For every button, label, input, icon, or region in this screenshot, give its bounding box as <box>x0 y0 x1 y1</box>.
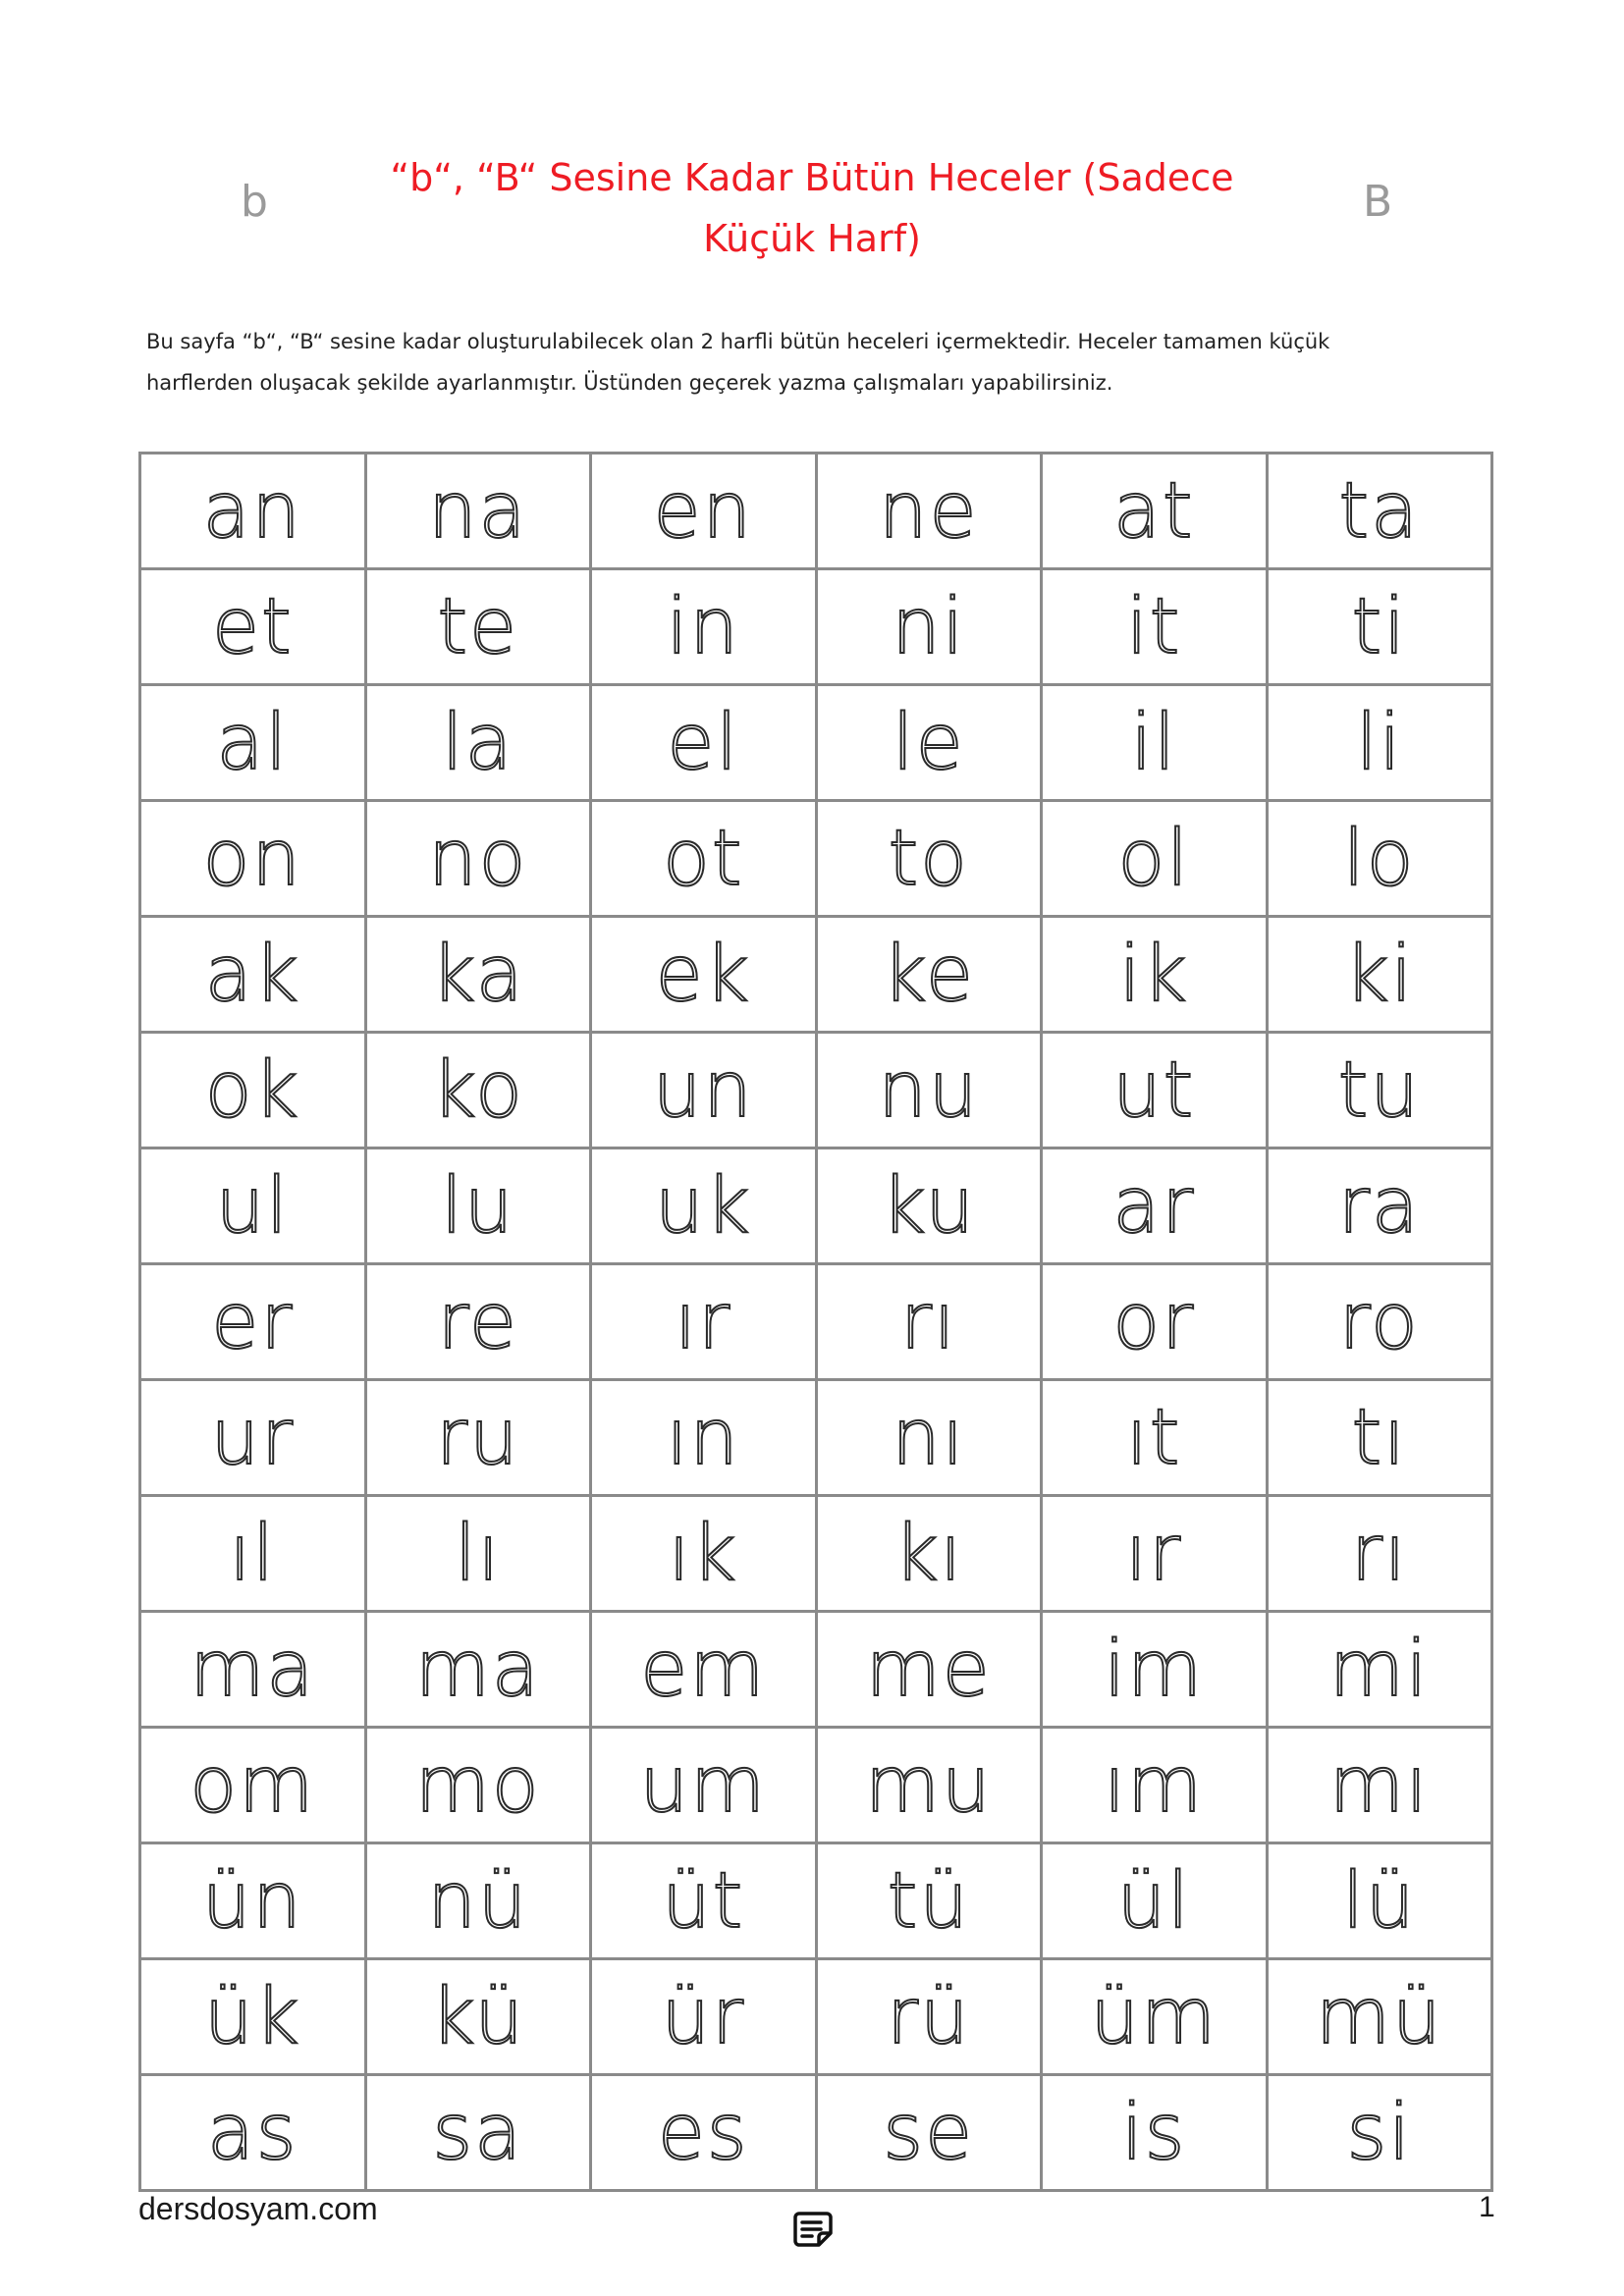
syllable-text: ma <box>189 1625 316 1714</box>
syllable-cell <box>140 569 366 685</box>
syllable-text: ka <box>430 930 525 1019</box>
syllable-cell <box>816 2075 1042 2191</box>
syllable-cell <box>365 1033 591 1148</box>
syllable-cell <box>140 685 366 801</box>
syllable-cell <box>365 801 591 917</box>
syllable-text: re <box>437 1277 518 1366</box>
syllable-text: li <box>1356 698 1403 787</box>
syllable-text: as <box>207 2088 298 2177</box>
syllable-text: ım <box>1104 1740 1205 1830</box>
syllable-text: ül <box>1116 1856 1191 1946</box>
syllable-text: nı <box>892 1393 966 1482</box>
syllable-cell <box>1042 454 1268 569</box>
syllable-row <box>140 917 1492 1033</box>
syllable-cell <box>816 1728 1042 1843</box>
syllable-cell <box>1042 1496 1268 1612</box>
syllable-text: kü <box>430 1972 525 2061</box>
syllable-cell <box>816 1033 1042 1148</box>
syllable-cell <box>591 685 817 801</box>
syllable-text: ır <box>675 1277 732 1366</box>
syllable-cell <box>365 1612 591 1728</box>
syllable-text: lo <box>1343 814 1416 903</box>
syllable-cell <box>365 1380 591 1496</box>
syllable-text: tü <box>887 1856 970 1946</box>
syllable-text: um <box>639 1740 767 1830</box>
syllable-text: ko <box>431 1045 524 1135</box>
syllable-text: ok <box>204 1045 300 1135</box>
syllable-text: is <box>1121 2088 1187 2177</box>
syllable-text: ün <box>201 1856 303 1946</box>
syllable-text: rı <box>1350 1509 1408 1598</box>
syllable-cell <box>365 685 591 801</box>
page-number: 1 <box>1479 2191 1495 2223</box>
syllable-cell <box>591 801 817 917</box>
syllable-row <box>140 569 1492 685</box>
syllable-row <box>140 1148 1492 1264</box>
syllable-cell <box>140 1264 366 1380</box>
syllable-text: er <box>211 1277 295 1366</box>
syllable-grid <box>138 452 1493 2192</box>
syllable-cell <box>1267 1148 1492 1264</box>
corner-letter-lowercase: b <box>241 177 268 227</box>
syllable-text: mo <box>414 1740 541 1830</box>
syllable-text: il <box>1130 698 1177 787</box>
syllable-row <box>140 1959 1492 2075</box>
syllable-text: ke <box>882 930 975 1019</box>
syllable-text: ar <box>1112 1161 1196 1251</box>
syllable-text: et <box>211 582 294 671</box>
syllable-cell <box>1042 2075 1268 2191</box>
syllable-text: si <box>1346 2088 1412 2177</box>
page-title-line-1: “b“, “B“ Sesine Kadar Bütün Heceler (Sadece <box>390 156 1234 199</box>
syllable-text: ak <box>204 930 300 1019</box>
syllable-text: ne <box>879 466 979 556</box>
syllable-text: lü <box>1342 1856 1417 1946</box>
syllable-cell <box>140 1033 366 1148</box>
syllable-cell <box>1267 1612 1492 1728</box>
syllable-text: lu <box>441 1161 515 1251</box>
syllable-text: ra <box>1337 1161 1421 1251</box>
syllable-text: an <box>202 466 302 556</box>
syllable-text: ul <box>215 1161 290 1251</box>
syllable-text: ro <box>1338 1277 1420 1366</box>
syllable-text: ta <box>1338 466 1420 556</box>
syllable-text: or <box>1112 1277 1196 1366</box>
syllable-text: nü <box>427 1856 529 1946</box>
syllable-text: tı <box>1351 1393 1407 1482</box>
syllable-cell <box>365 1264 591 1380</box>
syllable-cell <box>1267 2075 1492 2191</box>
syllable-cell <box>816 569 1042 685</box>
syllable-cell <box>140 1496 366 1612</box>
syllable-text: om <box>189 1740 316 1830</box>
syllable-cell <box>140 1148 366 1264</box>
syllable-cell <box>816 454 1042 569</box>
corner-letter-uppercase: B <box>1363 177 1393 227</box>
syllable-text: it <box>1126 582 1182 671</box>
syllable-row <box>140 454 1492 569</box>
syllable-row <box>140 685 1492 801</box>
syllable-cell <box>140 1612 366 1728</box>
syllable-text: üm <box>1090 1972 1218 2061</box>
syllable-cell <box>140 801 366 917</box>
syllable-cell <box>591 1380 817 1496</box>
syllable-text: ek <box>655 930 751 1019</box>
syllable-cell <box>365 2075 591 2191</box>
syllable-cell <box>1267 1496 1492 1612</box>
syllable-cell <box>1042 801 1268 917</box>
syllable-text: al <box>216 698 289 787</box>
syllable-text: se <box>883 2088 975 2177</box>
syllable-cell <box>816 685 1042 801</box>
syllable-text: nu <box>878 1045 980 1135</box>
syllable-text: mu <box>865 1740 993 1830</box>
syllable-cell <box>365 569 591 685</box>
syllable-text: ik <box>1118 930 1189 1019</box>
syllable-cell <box>140 1728 366 1843</box>
syllable-text: mü <box>1316 1972 1443 2061</box>
syllable-cell <box>816 1148 1042 1264</box>
syllable-cell <box>816 917 1042 1033</box>
syllable-text: ır <box>1125 1509 1183 1598</box>
syllable-cell <box>1042 1033 1268 1148</box>
syllable-cell <box>1267 1264 1492 1380</box>
syllable-text: te <box>437 582 519 671</box>
syllable-text: un <box>652 1045 754 1135</box>
syllable-text: uk <box>654 1161 752 1251</box>
syllable-text: kı <box>893 1509 964 1598</box>
syllable-row <box>140 801 1492 917</box>
syllable-text: on <box>202 814 302 903</box>
syllable-row <box>140 1033 1492 1148</box>
syllable-cell <box>365 1843 591 1959</box>
syllable-cell <box>140 1380 366 1496</box>
syllable-text: ku <box>881 1161 976 1251</box>
syllable-cell <box>816 801 1042 917</box>
syllable-text: ut <box>1112 1045 1196 1135</box>
syllable-cell <box>591 1728 817 1843</box>
syllable-text: ti <box>1351 582 1407 671</box>
syllable-cell <box>591 1496 817 1612</box>
syllable-cell <box>365 454 591 569</box>
syllable-text: rü <box>886 1972 971 2061</box>
syllable-row <box>140 1496 1492 1612</box>
syllable-text: ıl <box>229 1509 276 1598</box>
syllable-text: en <box>653 466 753 556</box>
syllable-text: at <box>1113 466 1195 556</box>
syllable-row <box>140 1264 1492 1380</box>
syllable-cell <box>1042 1959 1268 2075</box>
syllable-cell <box>140 2075 366 2191</box>
syllable-cell <box>1042 569 1268 685</box>
syllable-cell <box>1267 801 1492 917</box>
syllable-text: im <box>1104 1625 1205 1714</box>
syllable-cell <box>140 1843 366 1959</box>
syllable-cell <box>1267 917 1492 1033</box>
syllable-cell <box>591 569 817 685</box>
syllable-cell <box>1042 1728 1268 1843</box>
document-list-icon <box>791 2210 835 2249</box>
syllable-cell <box>365 1496 591 1612</box>
syllable-cell <box>365 1959 591 2075</box>
syllable-text: ni <box>892 582 966 671</box>
syllable-row <box>140 1380 1492 1496</box>
syllable-text: el <box>667 698 740 787</box>
syllable-text: me <box>865 1625 992 1714</box>
syllable-row <box>140 1728 1492 1843</box>
syllable-text: ru <box>435 1393 520 1482</box>
syllable-cell <box>1267 1959 1492 2075</box>
syllable-text: ıt <box>1126 1393 1182 1482</box>
syllable-text: in <box>666 582 740 671</box>
syllable-text: ol <box>1117 814 1190 903</box>
syllable-text: ık <box>668 1509 738 1598</box>
syllable-text: ma <box>414 1625 541 1714</box>
syllable-cell <box>816 1612 1042 1728</box>
syllable-text: mi <box>1328 1625 1430 1714</box>
syllable-cell <box>1042 1148 1268 1264</box>
syllable-cell <box>591 1612 817 1728</box>
syllable-cell <box>816 1843 1042 1959</box>
page-title-line-2: Küçük Harf) <box>703 217 921 260</box>
syllable-cell <box>591 1148 817 1264</box>
syllable-cell <box>591 1959 817 2075</box>
syllable-cell <box>365 917 591 1033</box>
syllable-cell <box>816 1959 1042 2075</box>
syllable-cell <box>1042 685 1268 801</box>
syllable-cell <box>591 2075 817 2191</box>
syllable-text: üt <box>662 1856 745 1946</box>
syllable-cell <box>140 454 366 569</box>
footer-site-name: dersdosyam.com <box>138 2191 378 2226</box>
syllable-row <box>140 2075 1492 2191</box>
syllable-row <box>140 1612 1492 1728</box>
description-text: Bu sayfa “b“, “B“ sesine kadar oluşturulabilecek olan 2 harfli bütün heceleri içermektedir. Heceler tamamen küçük harflerden oluşacak şekilde ayarlanmıştır. Üstünden geçerek yazma çalışmaları yapabilirsiniz. <box>146 330 1330 395</box>
page-title <box>373 147 1251 269</box>
syllable-cell <box>1042 1843 1268 1959</box>
syllable-text: rı <box>899 1277 957 1366</box>
syllable-text: no <box>428 814 528 903</box>
syllable-cell <box>591 1264 817 1380</box>
syllable-cell <box>591 1843 817 1959</box>
syllable-cell <box>365 1728 591 1843</box>
syllable-text: le <box>892 698 965 787</box>
syllable-cell <box>1267 1380 1492 1496</box>
syllable-text: na <box>428 466 528 556</box>
syllable-cell <box>1042 1380 1268 1496</box>
syllable-cell <box>591 1033 817 1148</box>
syllable-cell <box>1267 569 1492 685</box>
syllable-text: ki <box>1344 930 1415 1019</box>
syllable-text: ın <box>666 1393 740 1482</box>
syllable-cell <box>1267 454 1492 569</box>
syllable-cell <box>816 1496 1042 1612</box>
syllable-cell <box>365 1148 591 1264</box>
syllable-text: sa <box>432 2088 523 2177</box>
syllable-cell <box>1267 1728 1492 1843</box>
syllable-cell <box>816 1264 1042 1380</box>
syllable-row <box>140 1843 1492 1959</box>
syllable-cell <box>591 917 817 1033</box>
syllable-text: tu <box>1337 1045 1421 1135</box>
syllable-text: mı <box>1328 1740 1430 1830</box>
syllable-cell <box>140 917 366 1033</box>
syllable-text: ot <box>663 814 744 903</box>
syllable-text: em <box>640 1625 767 1714</box>
syllable-text: la <box>442 698 514 787</box>
syllable-text: ük <box>203 1972 301 2061</box>
syllable-cell <box>1267 1843 1492 1959</box>
syllable-cell <box>1042 1264 1268 1380</box>
syllable-cell <box>140 1959 366 2075</box>
syllable-cell <box>1042 917 1268 1033</box>
syllable-cell <box>1042 1612 1268 1728</box>
syllable-cell <box>591 454 817 569</box>
syllable-text: to <box>888 814 969 903</box>
syllable-text: es <box>657 2088 749 2177</box>
syllable-cell <box>816 1380 1042 1496</box>
syllable-cell <box>1267 1033 1492 1148</box>
syllable-cell <box>1267 685 1492 801</box>
syllable-text: ür <box>661 1972 745 2061</box>
syllable-text: lı <box>455 1509 502 1598</box>
syllable-text: ur <box>210 1393 295 1482</box>
